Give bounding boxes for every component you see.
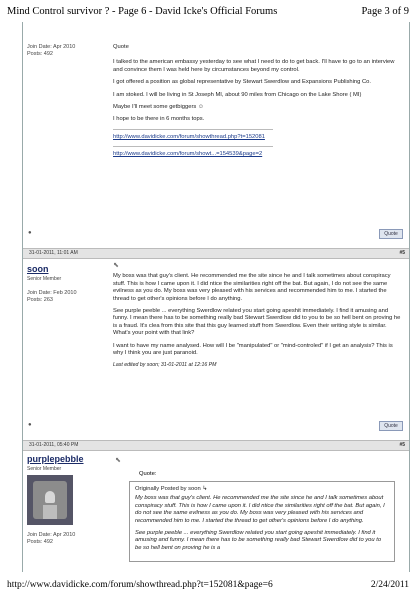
username[interactable]: purplepebble — [27, 454, 84, 464]
post-count: Posts: 492 — [27, 51, 53, 57]
post-text: My boss was that guy's client. He recommended me the site since he and I talk sometimes about conspiracy stuff. This is how I came upon it. I did ntice the similarities right off the bat. But again, I do not see the same evilness as you do. My boss was very pleased with his services and recommended him to me. I started the thread to get other's opinions before I do anything. — [113, 273, 391, 302]
edit-note: Last edited by soon; 31-01-2011 at 12:16 PM — [113, 362, 217, 369]
page-title: Mind Control survivor ? - Page 6 - David Icke's Official Forums — [7, 6, 278, 17]
post-text: I am stoked. I will be living in St Joseph MI, about 90 miles from Chicago on the Lake Shore ( MI) — [113, 91, 362, 98]
quote-text: My boss was that guy's client. He recommended me the site since he and I talk sometimes about conspiracy stuff. This is how I came upon it. I did ntice the similarities right off the bat. But again, I do not see the same evilness as you do. My boss was very pleased with his services and recommended him to me. I started the thread to get other's opinions before I do anything. — [135, 495, 385, 524]
signature-divider — [113, 129, 273, 130]
quote-text: See purple peeble ... everything Swerdlow related you start going apeshit immediately. I find it amusing and funny. I mean there has to be something really bad Stewart Swerdlow did to you to be so hell bent on proving he is a — [135, 530, 382, 551]
post-text: I want to have my name analysed. How will I be "manipulated" or "mind-controled" if I get an analysis? This is why I think you are just paranoid. — [113, 342, 393, 357]
post-body — [113, 262, 403, 375]
post-text: I got offered a position as global representative by Stewart Swerdlow and Expansions Publishing Co. — [113, 79, 372, 86]
user-info — [27, 44, 75, 58]
quote-box — [129, 481, 395, 562]
post-number[interactable]: #5 — [399, 250, 405, 256]
post-body — [113, 44, 403, 164]
quote-attribution: Originally Posted by soon ↳ — [135, 486, 208, 492]
post-count: Posts: 263 — [27, 297, 53, 303]
print-header — [0, 6, 417, 20]
user-rank: Senior Member — [27, 466, 62, 472]
post-icon: ⬉ — [115, 457, 121, 464]
page-count: Page 3 of 9 — [361, 6, 409, 17]
user-info — [27, 290, 77, 304]
smiley-icon: ☺ — [197, 104, 204, 111]
post-text: Maybe I'll meet some getbiggers ☺ — [113, 104, 204, 111]
view-post-icon[interactable]: ↳ — [202, 486, 208, 492]
post-header-bar — [23, 248, 409, 259]
signature-link[interactable]: http://www.davidicke.com/forum/showthread.php?t=152081 — [113, 133, 265, 140]
avatar — [27, 475, 73, 525]
quote-label: Quote: — [139, 471, 157, 477]
post-icon: ⬉ — [113, 262, 119, 269]
print-date: 2/24/2011 — [370, 580, 409, 590]
signature-link[interactable]: http://www.davidicke.com/forum/showt...=154539&page=2 — [113, 151, 263, 158]
post-text: I talked to the american embassy yesterday to see what I need to do to get back. I'll have to go to an interview and convince them I was held here by circumstances beyond my control. — [113, 59, 395, 73]
page-url: http://www.davidicke.com/forum/showthread.php?t=152081&page=6 — [7, 580, 273, 590]
post-header-bar — [23, 440, 409, 451]
signature-divider — [113, 146, 273, 147]
quote-button[interactable]: Quote — [379, 229, 403, 239]
join-date: Join Date: Apr 2010 — [27, 44, 76, 50]
online-status-icon: ● — [28, 422, 32, 428]
username[interactable]: soon — [27, 264, 49, 274]
post-text: I hope to be there in 6 months tops. — [113, 116, 205, 123]
post-count: Posts: 492 — [27, 539, 53, 545]
quote-button[interactable]: Quote — [379, 421, 403, 431]
forum-thread — [22, 22, 410, 572]
join-date: Join Date: Feb 2010 — [27, 290, 77, 296]
online-status-icon: ● — [28, 230, 32, 236]
join-date: Join Date: Apr 2010 — [27, 532, 76, 538]
quote-label: Quote — [113, 44, 129, 50]
post-number[interactable]: #5 — [399, 442, 405, 448]
user-info — [27, 532, 75, 546]
post-datetime: 31-01-2011, 11:01 AM — [29, 250, 78, 256]
post-datetime: 31-01-2011, 05:40 PM — [29, 442, 79, 448]
post-text: See purple peeble ... everything Swerdlow related you start going apeshit immediately. I find it amusing and funny. I mean there has to be something really bad Stewart Swerdlow did to you to be so hell bent on proving he is a fraud. It's clea from this site that this guy learned stuff from Swerdlow. Even their writing style is similar. What's your point with that link? — [113, 308, 401, 337]
user-rank: Senior Member — [27, 276, 62, 282]
